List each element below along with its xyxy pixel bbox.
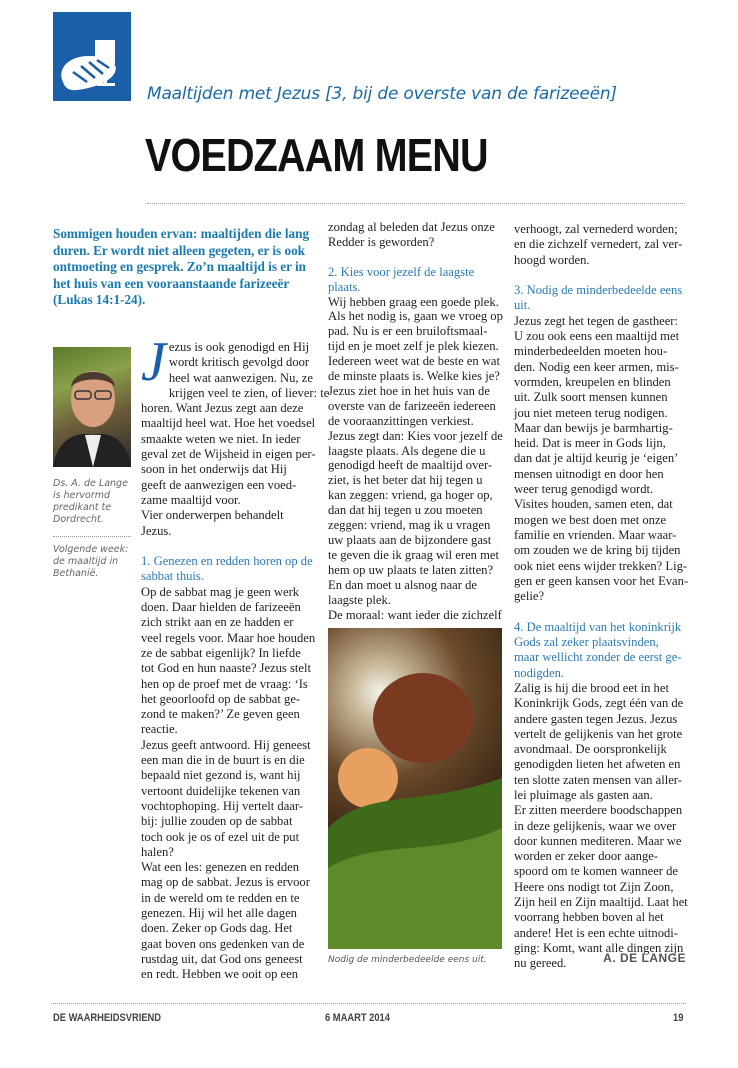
text-line: zond te maken?’ Ze geven geen: [141, 707, 300, 722]
text-line: en die zichzelf vernedert, zal ver-: [514, 237, 683, 252]
text-line: veel regels voor. Maar hoe houden: [141, 630, 316, 645]
footer-divider: [53, 1003, 686, 1004]
text-line: Heere ons nodigt tot Zijn Zoon,: [514, 879, 674, 894]
text-line: genodigd heeft de maaltijd over-: [328, 458, 493, 473]
paragraph-gap: [514, 604, 692, 619]
drop-cap: J: [141, 331, 166, 393]
text-line: toch ook je os of ezel uit de put: [141, 829, 300, 844]
paragraph-gap: [328, 250, 506, 265]
text-line: halen?: [141, 844, 174, 859]
text-line: nu gereed.: [514, 956, 567, 971]
text-line: ging: Komt, want alle dingen zijn: [514, 940, 684, 955]
author-photo: [53, 347, 131, 467]
text-line: genodigden lieten het afweten en: [514, 757, 681, 772]
text-line: tijd en je moet zelf je plek kiezen.: [328, 339, 499, 354]
text-line: vertoont duidelijke tekenen van: [141, 783, 301, 798]
text-line: ten slotte zaten mensen van aller-: [514, 772, 682, 787]
next-week-note: [53, 544, 133, 580]
text-line: in de wereld om te redden en te: [141, 890, 300, 905]
body-paragraph: [328, 220, 506, 250]
bread-and-cup-logo-icon: [53, 12, 131, 101]
section-heading: [514, 283, 692, 314]
text-line: reactie.: [141, 722, 178, 737]
text-line: pad. Nu is er een bruiloftsmaal-: [328, 324, 488, 339]
sidebar-divider: [53, 536, 131, 537]
text-line: dan dat hij tegen u zou moeten: [328, 503, 483, 518]
text-line: maaltijd heel wat. Hoe het voedsel: [141, 416, 316, 431]
body-paragraph: [328, 295, 506, 623]
text-line: Jezus.: [141, 523, 172, 538]
text-line: Vier onderwerpen behandelt: [141, 508, 284, 523]
note-line: de maaltijd in: [53, 556, 119, 567]
text-line: Er zitten meerdere boodschappen: [514, 803, 683, 818]
text-line: Jezus zegt het tegen de gastheer:: [514, 313, 678, 328]
text-line: smaakte weten we niet. In ieder: [141, 431, 301, 446]
text-line: te geven die ik graag wil eren met: [328, 547, 499, 562]
text-line: Jezus ziet hoe in het huis van de: [328, 383, 490, 398]
text-line: lei pluimage als gasten aan.: [514, 787, 653, 802]
text-line: spoord om te komen wanneer de: [514, 864, 679, 879]
text-line: genezen. Hij wil het alle dagen: [141, 905, 297, 920]
body-paragraph: [141, 331, 330, 539]
author-signature: A. DE LANGE: [603, 951, 686, 965]
text-line: het geoorloofd op de sabbat ge-: [141, 691, 301, 706]
text-line: gen er geen kansen voor het Evan-: [514, 573, 689, 588]
text-line: geval zet de Wijsheid in eigen per-: [141, 447, 316, 462]
footer-date: 6 MAART 2014: [325, 1012, 390, 1024]
text-line: Op de sabbat mag je geen werk: [141, 584, 300, 599]
text-line: avondmaal. De oorspronkelijk: [514, 742, 667, 757]
text-line: 2. Kies voor jezelf de laagste: [328, 264, 475, 279]
text-line: voorrang hebben boven al het: [514, 910, 664, 925]
text-line: zame maaltijd voor.: [141, 492, 241, 507]
title-divider: [147, 203, 685, 204]
paragraph-gap: [514, 268, 692, 283]
text-line: De moraal: want ieder die zichzelf: [328, 607, 502, 622]
text-line: plaats.: [328, 279, 361, 294]
text-line: familie en vrienden. Maar waar-: [514, 527, 677, 542]
article-column-3: [514, 222, 692, 972]
text-line: bij: jullie zouden op de sabbat: [141, 814, 293, 829]
text-line: mag op de sabbat. Jezus is ervoor: [141, 875, 310, 890]
text-line: dan dat je altijd keurig je ‘eigen’: [514, 451, 679, 466]
text-line: vochtophoping. Hij vertelt daar-: [141, 798, 304, 813]
text-line: tot God en hun naaste? Jezus stelt: [141, 661, 311, 676]
footer-publication: DE WAARHEIDSVRIEND: [53, 1012, 162, 1024]
text-line: Gods zal zeker plaatsvinden,: [514, 635, 659, 650]
text-line: den. Nodig een keer armen, mis-: [514, 359, 679, 374]
text-line: Jezus geeft antwoord. Hij geneest: [141, 737, 311, 752]
text-line: Visites houden, samen eten, dat: [514, 497, 673, 512]
footer-page-number: 19: [673, 1012, 684, 1024]
text-line: uit. Zulk soort mensen kunnen: [514, 390, 668, 405]
text-line: 3. Nodig de minderbedeelde eens: [514, 283, 683, 298]
text-line: weer terug genodigd wordt.: [514, 482, 654, 497]
text-line: door kunnen mediteren. Maar we: [514, 833, 682, 848]
text-line: laagste plek.: [328, 592, 391, 607]
text-line: Wat een les: genezen en redden: [141, 860, 300, 875]
text-line: om zouden we de kring bij tijden: [514, 543, 681, 558]
text-line: worden er zeker door aange-: [514, 849, 659, 864]
section-heading: [514, 620, 692, 681]
text-line: rustdag uit, dat God ons geneest: [141, 951, 303, 966]
text-line: ezus is ook genodigd en Hij: [168, 340, 310, 354]
text-line: gaat boven ons gedenken van de: [141, 936, 305, 951]
body-paragraph: [141, 585, 321, 983]
text-line: uw plaats aan de bijzondere gast: [328, 533, 492, 548]
text-line: nodigden.: [514, 665, 565, 680]
text-line: andere gasten tegen Jezus. Jezus: [514, 711, 678, 726]
text-line: laagste plaats. Als degene die u: [328, 443, 486, 458]
text-line: maar wellicht zonder de eerst ge-: [514, 650, 682, 665]
text-line: geeft de aanwezigen een voed-: [141, 477, 297, 492]
text-line: en redt. Hebben we ooit op een: [141, 967, 299, 982]
text-line: ze de sabbat eigenlijk? In liefde: [141, 645, 301, 660]
text-line: Zalig is hij die brood eet in het: [514, 680, 669, 695]
text-line: Als het nodig is, gaan we vroeg op: [328, 309, 503, 324]
text-line: jou niet meteen terug nodigen.: [514, 405, 668, 420]
text-line: hen op de proef met de vraag: ‘Is: [141, 676, 308, 691]
text-line: kan zeggen: vriend, ga hoger op,: [328, 488, 493, 503]
text-line: Iedereen weet wat de beste en wat: [328, 354, 501, 369]
intro-lead: Sommigen houden ervan: maaltijden die lang duren. Er wordt niet alleen gegeten, er is ook ontmoeting en gesprek. Zo’n maaltijd is er in het huis van een vooraanstaande farizeeër (Lukas 14:1-24).: [53, 226, 310, 307]
text-line: Koninkrijk Gods, zegt één van de: [514, 696, 684, 711]
body-paragraph: [514, 681, 692, 972]
text-line: ook niet eens wijder trekken? Lig-: [514, 558, 688, 573]
food-photo: [328, 628, 502, 949]
caption-line: is hervormd: [53, 490, 111, 501]
text-line: bepaald niet gezond is, want hij: [141, 768, 301, 783]
text-line: En dan moet u alsnog naar de: [328, 577, 477, 592]
text-line: mensen uitnodigt en door hen: [514, 466, 664, 481]
text-line: overste van de farizeeën iedereen: [328, 398, 496, 413]
text-line: Zijn heil en Zijn maaltijd. Laat het: [514, 895, 688, 910]
caption-line: Dordrecht.: [53, 514, 104, 525]
text-line: U zou ook eens een maaltijd met: [514, 329, 680, 344]
text-line: krijgen veel te zien, of liever: te: [168, 385, 330, 400]
text-line: horen. Want Jezus zegt aan deze: [141, 401, 304, 416]
caption-line: predikant te: [53, 502, 112, 513]
text-line: uit.: [514, 298, 531, 313]
body-paragraph: [514, 314, 692, 605]
text-line: Jezus zegt dan: Kies voor jezelf de: [328, 428, 503, 443]
text-line: Maar dan bewijs je barmhartig-: [514, 420, 673, 435]
text-line: een man die in de buurt is en die: [141, 753, 305, 768]
series-subtitle: Maaltijden met Jezus [3, bij de overste van de farizeeën]: [147, 84, 617, 104]
text-line: de minste plaats is. Welke kies je?: [328, 369, 500, 384]
text-line: vertelt de gelijkenis van het grote: [514, 726, 683, 741]
text-line: 1. Genezen en redden horen op de: [141, 554, 313, 569]
text-line: sabbat thuis.: [141, 569, 204, 584]
text-line: vormden, kreupelen en blinden: [514, 374, 671, 389]
caption-line: Ds. A. de Lange: [53, 478, 128, 489]
text-line: hoogd worden.: [514, 252, 590, 267]
text-line: zondag al beleden dat Jezus onze: [328, 220, 495, 234]
section-heading: [328, 265, 506, 295]
article-column-1: [141, 331, 330, 982]
text-line: de vooraanzittingen verkiest.: [328, 413, 474, 428]
article-column-2: [328, 220, 506, 622]
body-paragraph: [514, 222, 692, 268]
text-line: zeggen: vriend, mag ik u vragen: [328, 518, 491, 533]
text-line: soon in het onderwijs dat Hij: [141, 462, 287, 477]
section-heading: [141, 554, 321, 585]
photo-caption: Nodig de minderbedeelde eens uit.: [328, 955, 487, 965]
text-line: Wij hebben graag een goede plek.: [328, 294, 499, 309]
text-line: mogen we best doen met onze: [514, 512, 667, 527]
text-line: in deze gelijkenis, waar we over: [514, 818, 677, 833]
text-line: andere! Het is een echte uitnodi-: [514, 925, 678, 940]
text-line: wordt kritisch gevolgd door: [168, 355, 310, 370]
text-line: 4. De maaltijd van het koninkrijk: [514, 619, 682, 634]
text-line: Redder is geworden?: [328, 234, 435, 249]
text-line: doen. Daar hielden de farizeeën: [141, 600, 301, 615]
text-line: minderbedeelden moeten hou-: [514, 344, 668, 359]
text-line: ziet, is het beter dat hij tegen u: [328, 473, 483, 488]
text-line: gelie?: [514, 589, 545, 604]
paragraph-gap: [141, 539, 321, 554]
author-caption: [53, 478, 133, 526]
page-title: VOEDZAAM MENU: [145, 129, 488, 181]
text-line: zich strikt aan en ze hadden er: [141, 615, 294, 630]
text-line: doen. Zeker op Gods dag. Het: [141, 921, 293, 936]
text-line: heel wat aanwezigen. Nu, ze: [168, 370, 313, 385]
text-line: hem op uw plaats te laten zitten?: [328, 562, 494, 577]
note-line: Volgende week:: [53, 544, 129, 555]
text-line: verhoogt, zal vernederd worden;: [514, 222, 678, 236]
text-line: heid. Dat is meer in Gods lijn,: [514, 436, 666, 451]
note-line: Bethanië.: [53, 568, 99, 579]
